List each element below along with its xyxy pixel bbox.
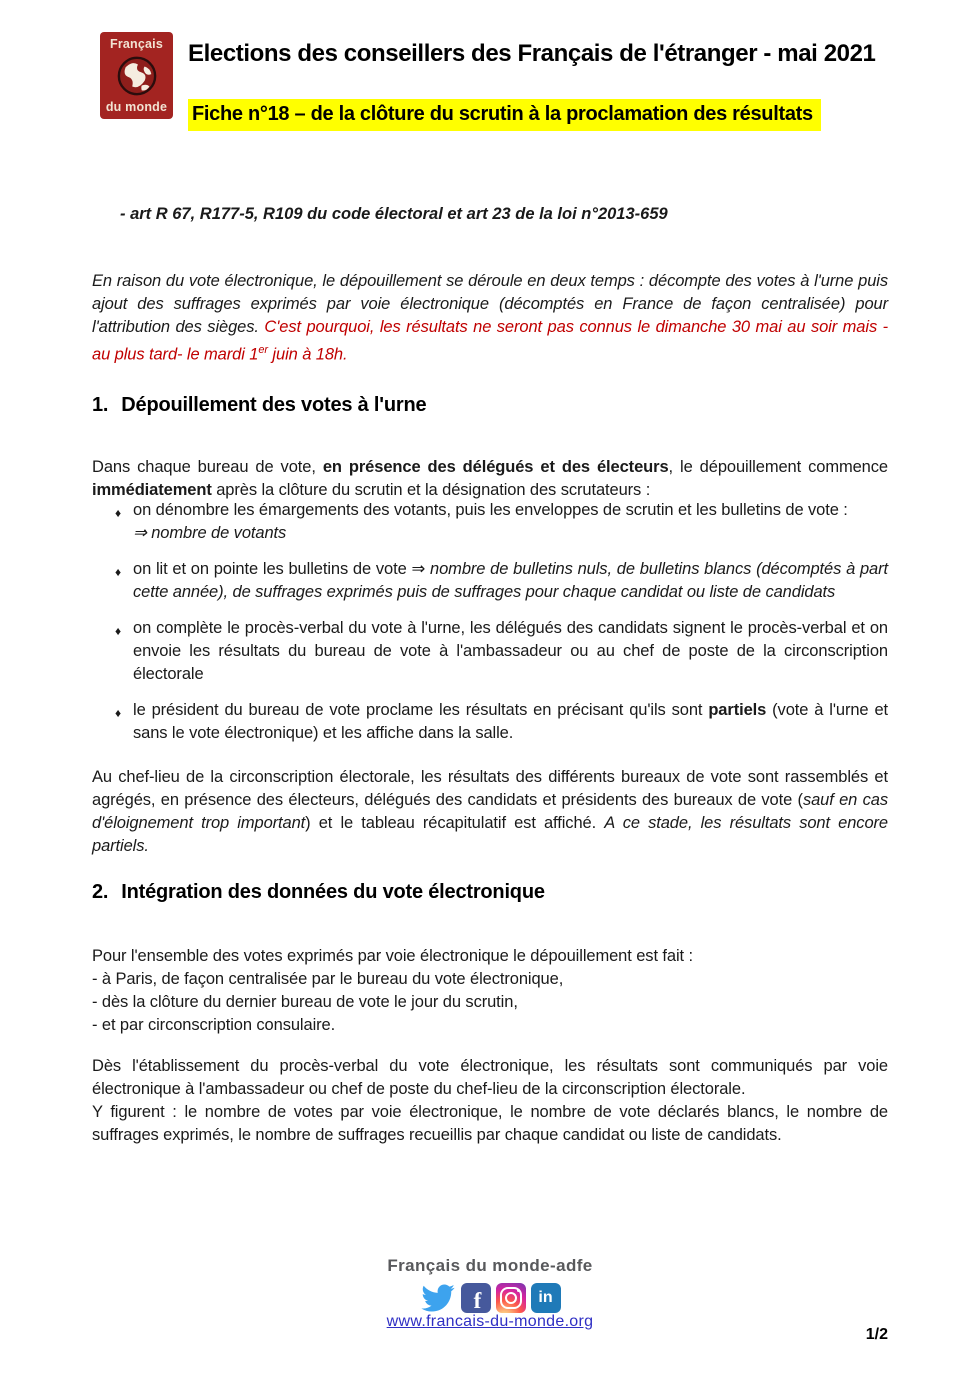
bullet-text: on complète le procès-verbal du vote à l'urne, les délégués des candidats signent le procès-verbal et on envoie les résultats du bureau de vote à l'ambassadeur ou au chef de poste de la circonscription électorale [133,619,888,683]
footer-link-row [0,1313,980,1331]
legal-reference-line: - art R 67, R177-5, R109 du code électoral et art 23 de la loi n°2013-659 [120,205,668,223]
page-title: Elections des conseillers des Français de l'étranger - mai 2021 [188,40,876,67]
section-1-bullet-list [92,499,888,758]
website-link[interactable]: www.francais-du-monde.org [386,1313,594,1330]
page-subtitle: Fiche n°18 – de la clôture du scrutin à la proclamation des résultats [188,99,821,131]
diamond-bullet-icon: ♦ [115,506,122,520]
diamond-bullet-icon: ♦ [115,624,122,638]
section-1-closing-paragraph: Au chef-lieu de la circonscription électorale, les résultats des différents bureaux de vote sont rassemblés et agrégés, en présence des électeurs, délégués des candidats et présidents des bureaux de vote (sauf en cas d'éloignement trop important) et le tableau récapitulatif est affiché. A ce stade, les résultats sont encore partiels. [92,767,888,855]
list-item [92,558,888,604]
section-1-heading [92,394,426,417]
section-2-title: Intégration des données du vote électronique [121,881,545,903]
intro-paragraph: En raison du vote électronique, le dépouillement se déroule en deux temps : décompte des votes à l'urne puis ajout des suffrages exprimés par voie électronique (décomptés en France de façon centralisée) pour l'attribution des sièges. C'est pourquoi, les résultats ne seront pas connus le dimanche 30 mai au soir mais - au plus tard- le mardi 1er juin à 18h. [92,271,888,363]
section-2-paragraph-2: Dès l'établissement du procès-verbal du vote électronique, les résultats sont communiqués par voie électronique à l'ambassadeur ou chef de poste du chef-lieu de la circonscription électorale. Y figurent : le nombre de votes par voie électronique, le nombre de vote déclarés blancs, le nombre de suffrages exprimés, le nombre de suffrages recueillis par chaque candidat ou liste de candidats. [92,1056,888,1144]
section-1-title: Dépouillement des votes à l'urne [121,394,427,416]
section-1-number: 1. [92,394,109,416]
twitter-icon[interactable] [420,1283,456,1313]
instagram-icon[interactable] [496,1283,526,1313]
list-item [92,617,888,686]
diamond-bullet-icon: ♦ [115,706,122,720]
globe-icon [116,55,158,97]
section-1-intro-paragraph: Dans chaque bureau de vote, en présence des délégués et des électeurs, le dépouillement commence immédiatement après la clôture du scrutin et la désignation des scrutateurs : [92,457,888,499]
page-number: 1/2 [865,1326,888,1343]
list-item [92,699,888,745]
diamond-bullet-icon: ♦ [115,565,122,579]
footer-brand-text: Français du monde-adfe [387,1256,593,1275]
linkedin-icon[interactable]: in [531,1283,561,1313]
section-2-paragraph-1: Pour l'ensemble des votes exprimés par voie électronique le dépouillement est fait : - à Paris, de façon centralisée par le bureau du vote électronique, - dès la clôture du dernier bureau de vote le jour du scrutin, - et par circonscription consulaire. [92,946,693,1034]
francais-du-monde-logo [100,32,173,119]
bullet-text: on dénombre les émargements des votants, puis les enveloppes de scrutin et les bulletins de vote : ⇒ nombre de votants [133,501,848,542]
logo-text-bottom: du monde [105,100,168,114]
logo-text-top: Français [109,37,164,51]
list-item [92,499,888,545]
bullet-text: on lit et on pointe les bulletins de vote ⇒ nombre de bulletins nuls, de bulletins blancs (décomptés à part cette année), de suffrages exprimés puis de suffrages pour chaque candidat ou liste de candidats [133,560,888,601]
section-2-heading [92,881,545,904]
section-2-number: 2. [92,881,109,903]
bullet-text: le président du bureau de vote proclame les résultats en précisant qu'ils sont partiels (vote à l'urne et sans le vote électronique) et les affiche dans la salle. [133,701,888,742]
social-icons-row [0,1282,980,1313]
facebook-icon[interactable]: f [461,1283,491,1313]
